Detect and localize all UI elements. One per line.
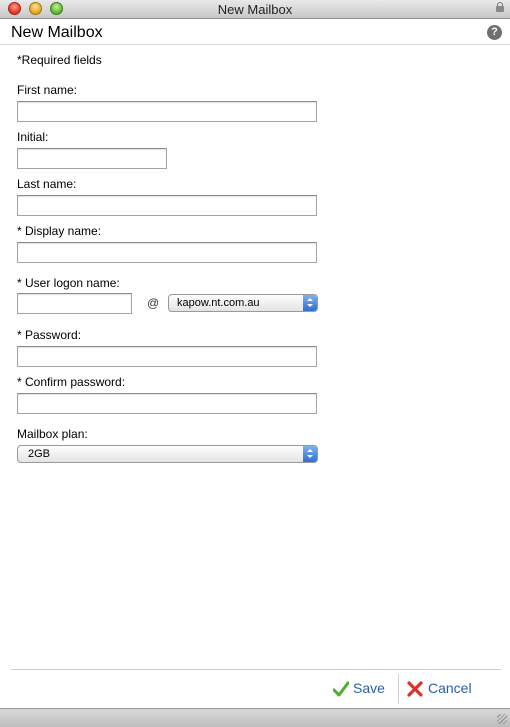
display-name-label: * Display name: <box>17 224 102 238</box>
at-sign: @ <box>147 296 160 310</box>
mailbox-plan-label: Mailbox plan: <box>17 427 88 441</box>
select-arrows-icon <box>303 446 317 462</box>
first-name-label: First name: <box>17 83 78 97</box>
help-icon[interactable]: ? <box>487 25 502 40</box>
dialog-title: New Mailbox <box>11 24 103 41</box>
initial-label: Initial: <box>17 130 49 144</box>
password-input[interactable] <box>17 346 317 367</box>
confirm-password-label: * Confirm password: <box>17 375 126 389</box>
mailbox-plan-value: 2GB <box>28 448 51 460</box>
required-fields-note: *Required fields <box>17 53 102 67</box>
save-button[interactable] <box>333 678 388 700</box>
last-name-label: Last name: <box>17 177 77 191</box>
cancel-button[interactable] <box>407 678 477 700</box>
cancel-x-icon <box>407 681 423 697</box>
first-name-input[interactable] <box>17 101 317 122</box>
window-status-bar <box>0 708 510 727</box>
user-logon-name-label: * User logon name: <box>17 276 120 290</box>
dialog-header <box>0 19 510 45</box>
mailbox-plan-select[interactable] <box>17 445 318 463</box>
domain-select-value: kapow.nt.com.au <box>177 297 260 309</box>
save-button-label: Save <box>353 680 385 696</box>
window-titlebar <box>0 0 510 19</box>
initial-input[interactable] <box>17 148 167 169</box>
domain-select[interactable] <box>168 294 318 312</box>
confirm-password-input[interactable] <box>17 393 317 414</box>
checkmark-icon <box>333 681 349 697</box>
last-name-input[interactable] <box>17 195 317 216</box>
lock-icon <box>496 2 504 12</box>
password-label: * Password: <box>17 328 82 342</box>
footer-divider <box>11 669 501 670</box>
display-name-input[interactable] <box>17 242 317 263</box>
resize-grip-icon[interactable] <box>497 714 507 724</box>
cancel-button-label: Cancel <box>428 680 472 696</box>
window-title: New Mailbox <box>217 2 293 17</box>
select-arrows-icon <box>303 295 317 311</box>
user-logon-name-input[interactable] <box>17 293 132 314</box>
button-separator <box>398 674 399 704</box>
